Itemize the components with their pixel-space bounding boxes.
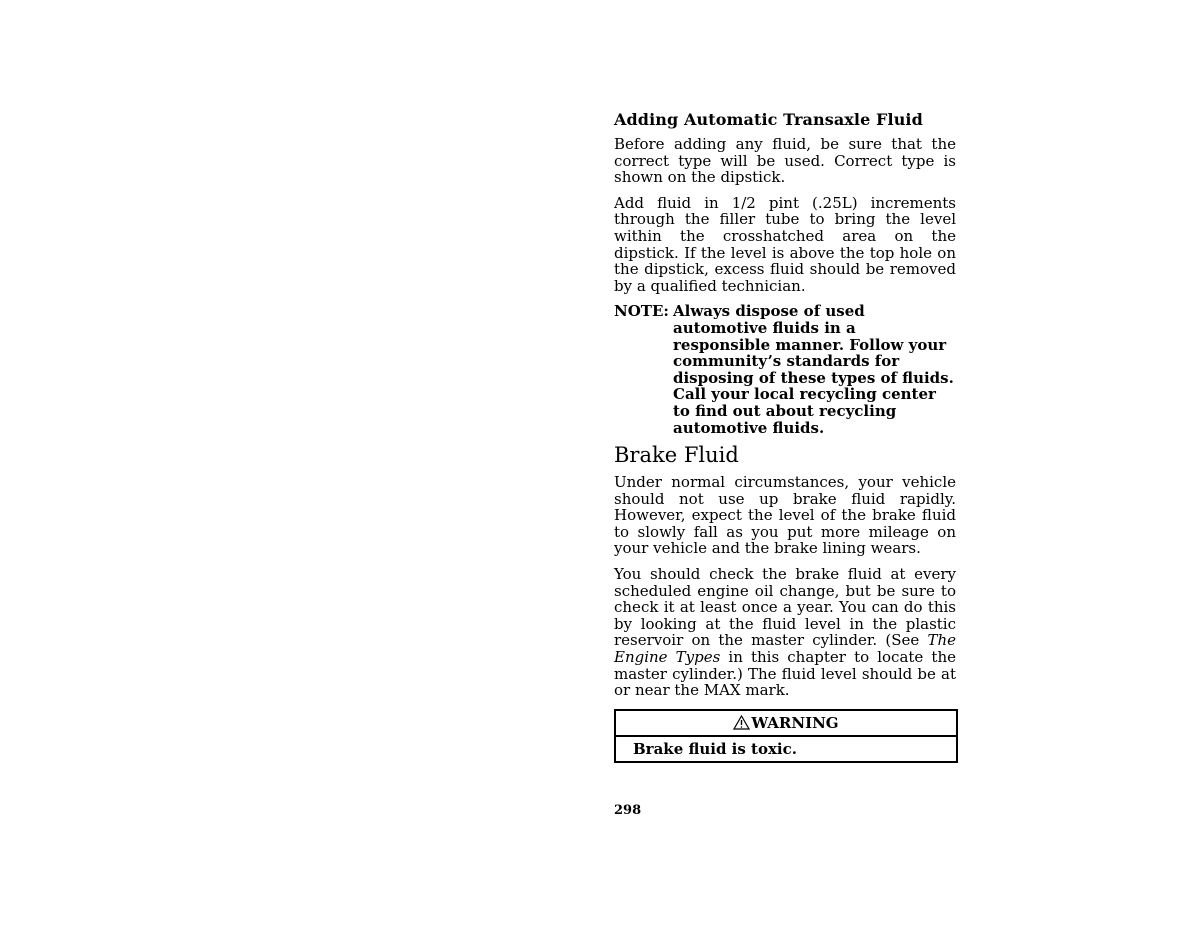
cross-reference: The Engine Types — [614, 631, 956, 667]
warning-triangle-icon — [733, 715, 750, 730]
paragraph: Under normal circumstances, your vehicle should not use up brake fluid rapidly. However, expect the level of the brake fluid to slowly fall as you put more mileage on your vehicle and the brake lining wears. — [614, 473, 956, 558]
warning-text: Brake fluid is toxic. — [633, 739, 797, 758]
content-column — [614, 110, 956, 763]
warning-box — [614, 709, 958, 763]
note-label: NOTE: — [614, 302, 669, 321]
paragraph: Before adding any fluid, be sure that the correct type will be used. Correct type is shown on the dipstick. — [614, 135, 956, 187]
section-heading-transaxle: Adding Automatic Transaxle Fluid — [614, 110, 923, 129]
note-block — [614, 303, 956, 436]
paragraph-text: You should check the brake fluid at every scheduled engine oil change, but be sure to check it at least once a year. You can do this by looking at the fluid level in the plastic reservoir on the master cylinder. (See — [614, 565, 956, 650]
section-heading-brake-fluid: Brake Fluid — [614, 443, 739, 468]
page-number: 298 — [614, 803, 642, 818]
paragraph-text: in this chapter to locate the master cylinder.) The fluid level should be at or near the MAX mark. — [614, 648, 956, 700]
warning-header — [616, 711, 956, 737]
paragraph: Add fluid in 1/2 pint (.25L) increments through the filler tube to bring the level within the crosshatched area on the dipstick. If the level is above the top hole on the dipstick, excess fluid should be removed by a qualified technician. — [614, 193, 956, 295]
paragraph — [614, 566, 956, 699]
note-text: Always dispose of used automotive fluids in a responsible manner. Follow your community’s standards for disposing of these types of fluids. Call your local recycling center to find out about recycling automotive fluids. — [673, 302, 954, 437]
warning-title: WARNING — [751, 713, 839, 732]
